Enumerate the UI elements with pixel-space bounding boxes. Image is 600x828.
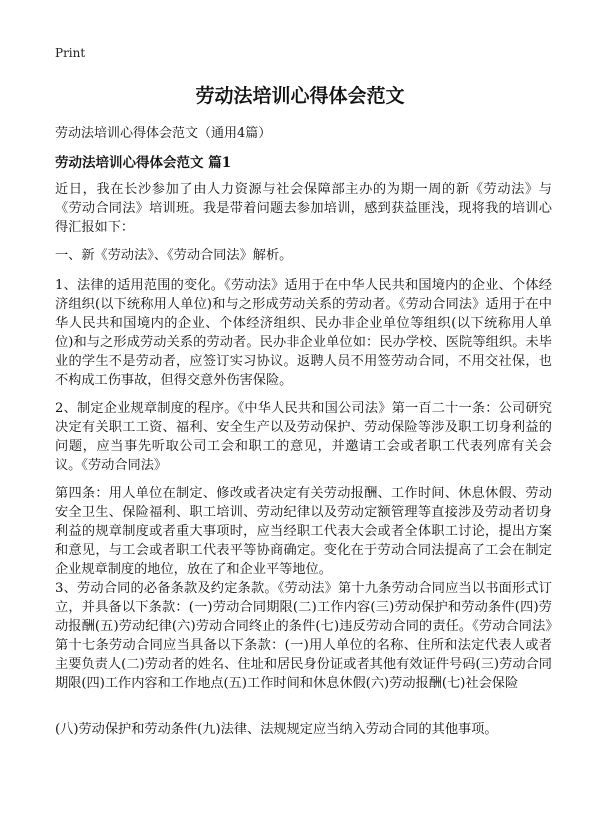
paragraph-section-one: 一、新《劳动法》、《劳动合同法》解析。 — [55, 248, 293, 263]
paragraph-contract-terms: 3、劳动合同的必备条款及约定条款。《劳动法》第十九条劳动合同应当以书面形式订立，并具备以下条款：(一)劳动合同期限(二)工作内容(三)劳动保护和劳动条件(四)劳动报酬(五)劳动纪律(六)劳动合同终止的条件(七)违反劳动合同的责任。《劳动合同法》第十七条劳动合同应当具备以下条款：(一)用人单位的名称、住所和法定代表人或者主要负责人(二)劳动者的姓名、住址和居民身份证或者其他有效证件号码(三)劳动合同期限(四)工作内容和工作地点(五)工作时间和休息休假(六)劳动报酬(七)社会保险 — [55, 581, 552, 691]
document-subtitle: 劳动法培训心得体会范文（通用4篇） — [55, 126, 272, 141]
paragraph-scope: 1、法律的适用范围的变化。《劳动法》适用于在中华人民共和国境内的企业、个体经济组织(以下统称用人单位)和与之形成劳动关系的劳动者。《劳动合同法》适用于在中华人民共和国境内的企业、个体经济组织、民办非企业单位等组织(以下统称用人单位)和与之形成劳动关系的劳动者。民办非企业单位如：民办学校、医院等组织。未毕业的学生不是劳动者，应签订实习协议。返聘人员不用签劳动合同，不用交社保，也不构成工伤事故，但得交意外伤害保险。 — [55, 278, 552, 388]
paragraph-rules-procedure: 2、制定企业规章制度的程序。《中华人民共和国公司法》第一百二十一条：公司研究决定有关职工工资、福利、安全生产以及劳动保护、劳动保险等涉及职工切身利益的问题，应当事先听取公司工会和职工的意见，并邀请工会或者职工代表列席有关会议。《劳动合同法》 — [55, 401, 552, 473]
print-link[interactable]: Print — [55, 46, 86, 60]
section-heading: 劳动法培训心得体会范文 篇1 — [55, 155, 232, 171]
paragraph-contract-terms-continued: (八)劳动保护和劳动条件(九)法律、法规规定应当纳入劳动合同的其他事项。 — [55, 722, 498, 737]
page-title: 劳动法培训心得体会范文 — [195, 85, 405, 107]
paragraph-article-four: 第四条：用人单位在制定、修改或者决定有关劳动报酬、工作时间、休息休假、劳动安全卫生、保险福利、职工培训、劳动纪律以及劳动定额管理等直接涉及劳动者切身利益的规章制度或者重大事项时，应当经职工代表大会或者全体职工讨论，提出方案和意见，与工会或者职工代表平等协商确定。变化在于劳动合同法提高了工会在制定企业规章制度的地位，放在了和企业平等地位。 — [55, 486, 552, 577]
paragraph-intro: 近日，我在长沙参加了由人力资源与社会保障部主办的为期一周的新《劳动法》与《劳动合同法》培训班。我是带着问题去参加培训，感到获益匪浅，现将我的培训心得汇报如下： — [55, 182, 552, 235]
